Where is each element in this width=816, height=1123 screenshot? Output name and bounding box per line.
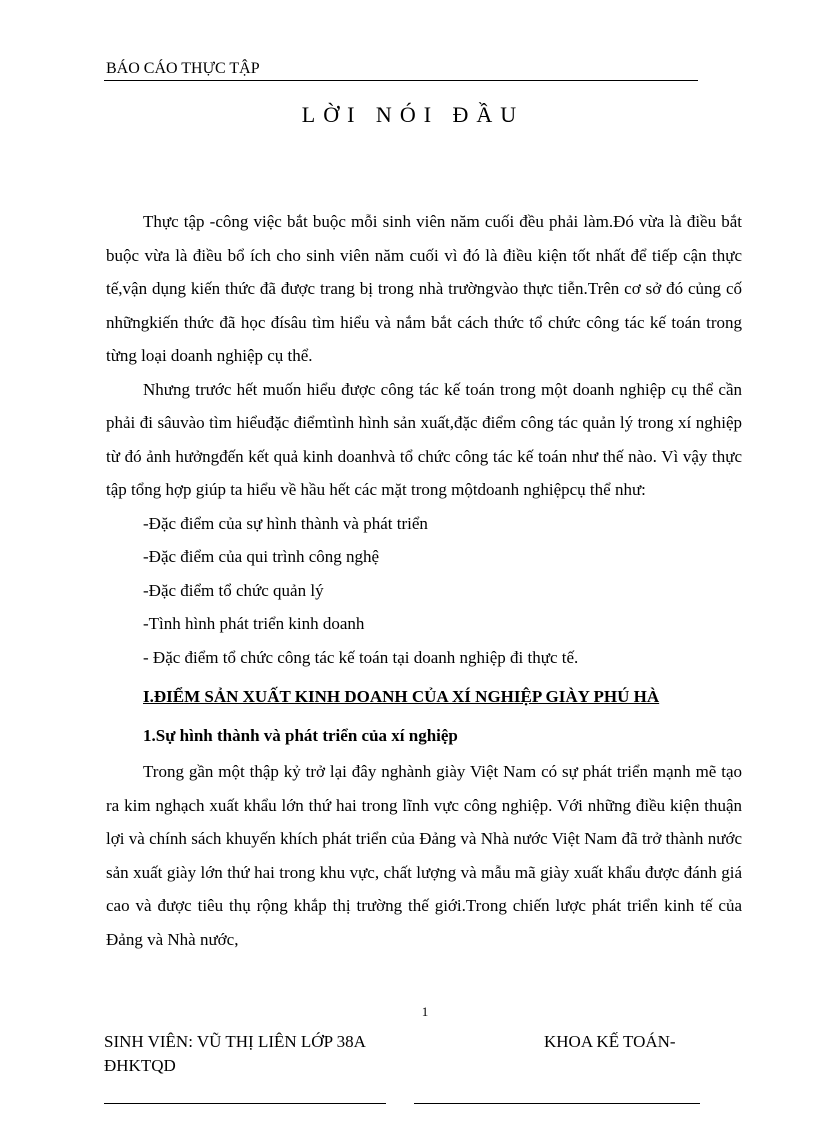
footer-student: SINH VIÊN: VŨ THỊ LIÊN LỚP 38A bbox=[104, 1032, 366, 1051]
footer-department: KHOA KẾ TOÁN- bbox=[544, 1032, 676, 1051]
footer-school: ĐHKTQD bbox=[104, 1056, 176, 1075]
sub-heading: 1.Sự hình thành và phát triển của xí nghiệp bbox=[143, 726, 458, 745]
page-number: 1 bbox=[421, 1004, 429, 1019]
section-paragraph: Trong gần một thập kỷ trở lại đây nghành giày Việt Nam có sự phát triển mạnh mẽ tạo ra kim nghạch xuất khẩu lớn thứ hai trong lĩnh vực công nghiệp. Với những điều kiện thuận lợi và chính sách khuyến khích phát triển của Đảng và Nhà nước Việt Nam đã trở thành nước sản xuất giày lớn thứ hai trong khu vực, chất lượng và mẫu mã giày xuất khẩu được đánh giá cao và được tiêu thụ rộng khắp thị trường thế giới.Trong chiến lược phát triển kinh tế của Đảng và Nhà nước, bbox=[106, 762, 742, 949]
header-divider bbox=[104, 80, 698, 81]
footer-divider-right bbox=[414, 1103, 700, 1104]
footer-divider-left bbox=[104, 1103, 386, 1104]
intro-paragraph-2: Nhưng trước hết muốn hiểu được công tác kế toán trong một doanh nghiệp cụ thể cần phải đi sâuvào tìm hiểuđặc điểmtình hình sản xuất,đặc điểm công tác quản lý trong xí nghiệp từ đó ảnh hưởngđến kết quả kinh doanhvà tổ chức công tác kế toán như thế nào. Vì vậy thực tập tổng hợp giúp ta hiểu về hầu hết các mặt trong mộtdoanh nghiệpcụ thể như: bbox=[106, 379, 742, 499]
list-item: -Tình hình phát triển kinh doanh bbox=[143, 614, 365, 633]
list-item: -Đặc điểm tổ chức quản lý bbox=[143, 580, 324, 600]
list-item: -Đặc điểm của sự hình thành và phát triển bbox=[143, 513, 428, 533]
section-heading: I.ĐIỂM SẢN XUẤT KINH DOANH CỦA XÍ NGHIỆP GIÀY PHÚ HÀ bbox=[143, 687, 660, 706]
list-item: - Đặc điểm tổ chức công tác kế toán tại doanh nghiệp đi thực tế. bbox=[143, 647, 579, 667]
report-header: BÁO CÁO THỰC TẬP bbox=[106, 60, 260, 77]
page-title: LỜI NÓI ĐẦU bbox=[301, 102, 525, 127]
intro-paragraph-1: Thực tập -công việc bắt buộc mỗi sinh viên năm cuối đều phải làm.Đó vừa là điều bắt buộc vừa là điều bổ ích cho sinh viên năm cuối vì đó là điều kiện tốt nhất để tiếp cận thực tế,vận dụng kiến thức đã được trang bị trong nhà trườngvào thực tiễn.Trên cơ sở đó củng cố nhữngkiến thức đã học đísâu tìm hiểu và nắm bắt cách thức tổ chức công tác kế toán trong từng loại doanh nghiệp cụ thể. bbox=[106, 212, 742, 365]
list-item: -Đặc điểm của qui trình công nghệ bbox=[143, 547, 380, 566]
document-body bbox=[106, 205, 742, 956]
